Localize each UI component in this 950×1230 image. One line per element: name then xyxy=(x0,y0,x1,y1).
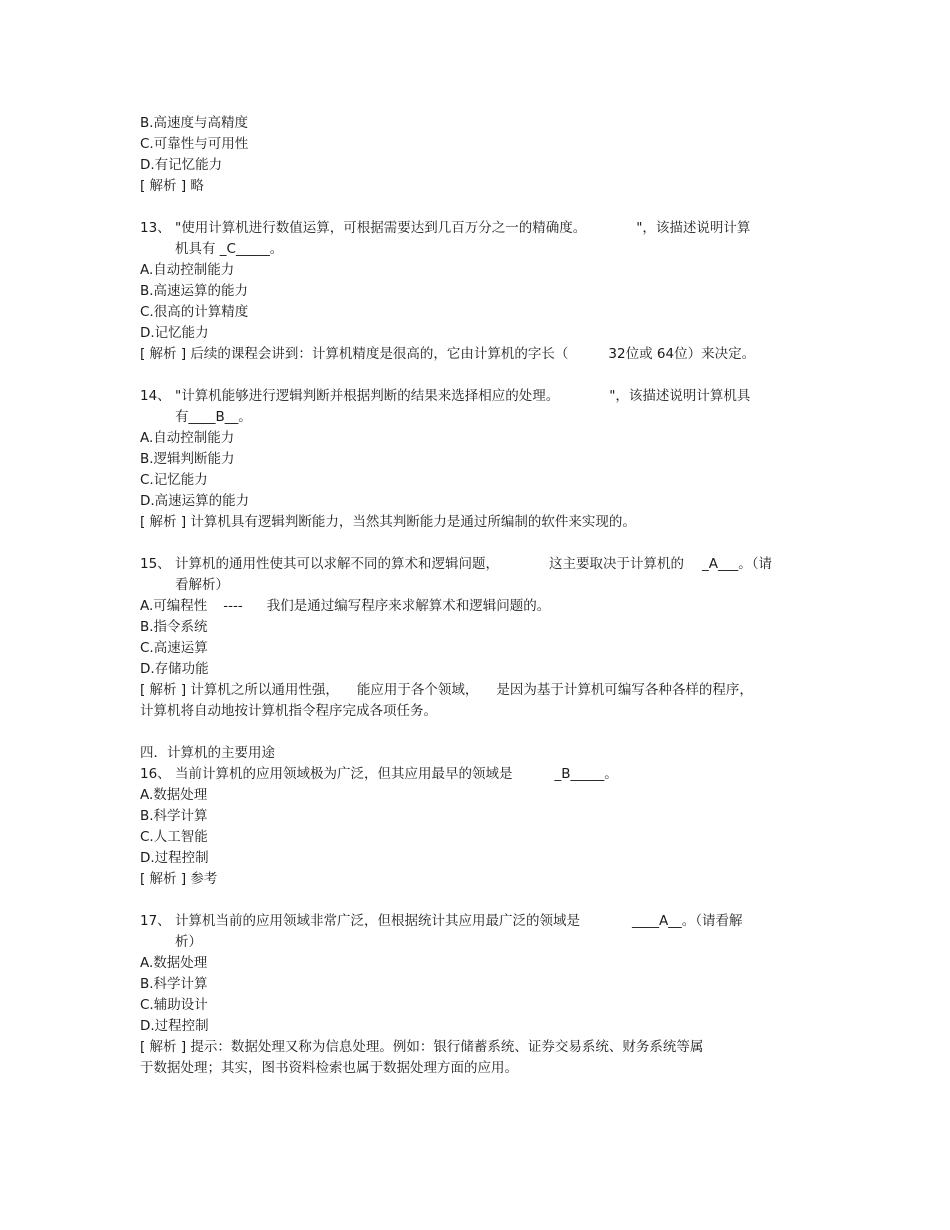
option-note: 我们是通过编写程序来求解算术和逻辑问题的。 xyxy=(266,598,551,614)
question-text: "计算机能够进行逻辑判断并根据判断的结果来选择相应的处理。 xyxy=(175,388,560,404)
option-a: A.数据处理 xyxy=(140,787,208,803)
question-number: 15、 xyxy=(140,556,171,572)
question-number: 14、 xyxy=(140,388,171,404)
spacer xyxy=(140,365,820,386)
question-15-stem xyxy=(140,554,820,575)
question-17-stem xyxy=(140,911,820,932)
analysis-text-cont: 计算机将自动地按计算机指令程序完成各项任务。 xyxy=(140,703,437,719)
analysis-part: 是因为基于计算机可编写各种各样的程序， xyxy=(496,682,753,698)
option-c: C.记忆能力 xyxy=(140,472,208,488)
analysis-part: [ 解析 ] 后续的课程会讲到：计算机精度是很高的，它由计算机的字长（ xyxy=(140,346,569,362)
analysis-part: [ 解析 ] 计算机之所以通用性强， xyxy=(140,682,339,698)
analysis-text: [ 解析 ] 计算机具有逻辑判断能力，当然其判断能力是通过所编制的软件来实现的。 xyxy=(140,514,636,530)
option-c: C.很高的计算精度 xyxy=(140,304,249,320)
question-text: "，该描述说明计算 xyxy=(636,220,751,236)
option-d: D.有记忆能力 xyxy=(140,157,223,173)
section-heading: 四．计算机的主要用途 xyxy=(140,745,275,761)
question-14-stem xyxy=(140,386,820,407)
question-text: "，该描述说明计算机具 xyxy=(609,388,751,404)
question-text: 计算机的通用性使其可以求解不同的算术和逻辑问题， xyxy=(175,556,499,572)
option-c: C.高速运算 xyxy=(140,640,208,656)
option-c: C.人工智能 xyxy=(140,829,208,845)
spacer xyxy=(140,890,820,911)
option-a: A.自动控制能力 xyxy=(140,262,235,278)
document-page xyxy=(140,113,820,1079)
option-c: C.可靠性与可用性 xyxy=(140,136,249,152)
option-d: D.记忆能力 xyxy=(140,325,209,341)
option-b: B.科学计算 xyxy=(140,976,208,992)
question-text: 当前计算机的应用领域极为广泛，但其应用最早的领域是 xyxy=(175,766,513,782)
option-d: D.过程控制 xyxy=(140,1018,209,1034)
question-number: 13、 xyxy=(140,220,171,236)
analysis-part: 32位或 64位）来决定。 xyxy=(608,346,756,362)
spacer xyxy=(140,722,820,743)
analysis-text: [ 解析 ] 提示：数据处理又称为信息处理。例如：银行储蓄系统、证券交易系统、财务系统等属 xyxy=(140,1039,704,1055)
analysis-text: [ 解析 ] 参考 xyxy=(140,871,218,887)
analysis-text xyxy=(140,344,820,365)
question-text: _A___。（请 xyxy=(702,556,772,572)
question-text: 这主要取决于计算机的 xyxy=(549,556,684,572)
question-13-stem xyxy=(140,218,820,239)
option-a: A.数据处理 xyxy=(140,955,208,971)
question-text-cont: 析） xyxy=(175,934,202,950)
question-number: 17、 xyxy=(140,913,171,929)
option-label: A.可编程性 xyxy=(140,598,208,614)
option-b: B.科学计算 xyxy=(140,808,208,824)
analysis-part: 能应用于各个领域， xyxy=(356,682,479,698)
option-b: B.高速度与高精度 xyxy=(140,115,249,131)
question-text: 计算机当前的应用领域非常广泛，但根据统计其应用最广泛的领域是 xyxy=(175,913,580,929)
question-number: 16、 xyxy=(140,766,171,782)
question-text: _B_____。 xyxy=(554,766,618,782)
spacer xyxy=(140,197,820,218)
question-text-cont: 机具有 _C_____。 xyxy=(175,241,284,257)
option-b: B.高速运算的能力 xyxy=(140,283,249,299)
option-b: B.逻辑判断能力 xyxy=(140,451,235,467)
analysis-text-cont: 于数据处理；其实，图书资料检索也属于数据处理方面的应用。 xyxy=(140,1060,518,1076)
option-d: D.存储功能 xyxy=(140,661,209,677)
question-text: ____A__。（请看解 xyxy=(632,913,743,929)
question-16-stem xyxy=(140,764,820,785)
analysis-text xyxy=(140,680,820,701)
spacer xyxy=(140,533,820,554)
option-b: B.指令系统 xyxy=(140,619,208,635)
option-a xyxy=(140,596,820,617)
question-text-cont: 看解析） xyxy=(175,577,229,593)
option-c: C.辅助设计 xyxy=(140,997,208,1013)
option-dashes: ---- xyxy=(223,598,243,614)
analysis-text: [ 解析 ] 略 xyxy=(140,178,204,194)
question-text-cont: 有____B__。 xyxy=(175,409,252,425)
question-text: "使用计算机进行数值运算，可根据需要达到几百万分之一的精确度。 xyxy=(175,220,587,236)
option-d: D.过程控制 xyxy=(140,850,209,866)
option-a: A.自动控制能力 xyxy=(140,430,235,446)
option-d: D.高速运算的能力 xyxy=(140,493,250,509)
